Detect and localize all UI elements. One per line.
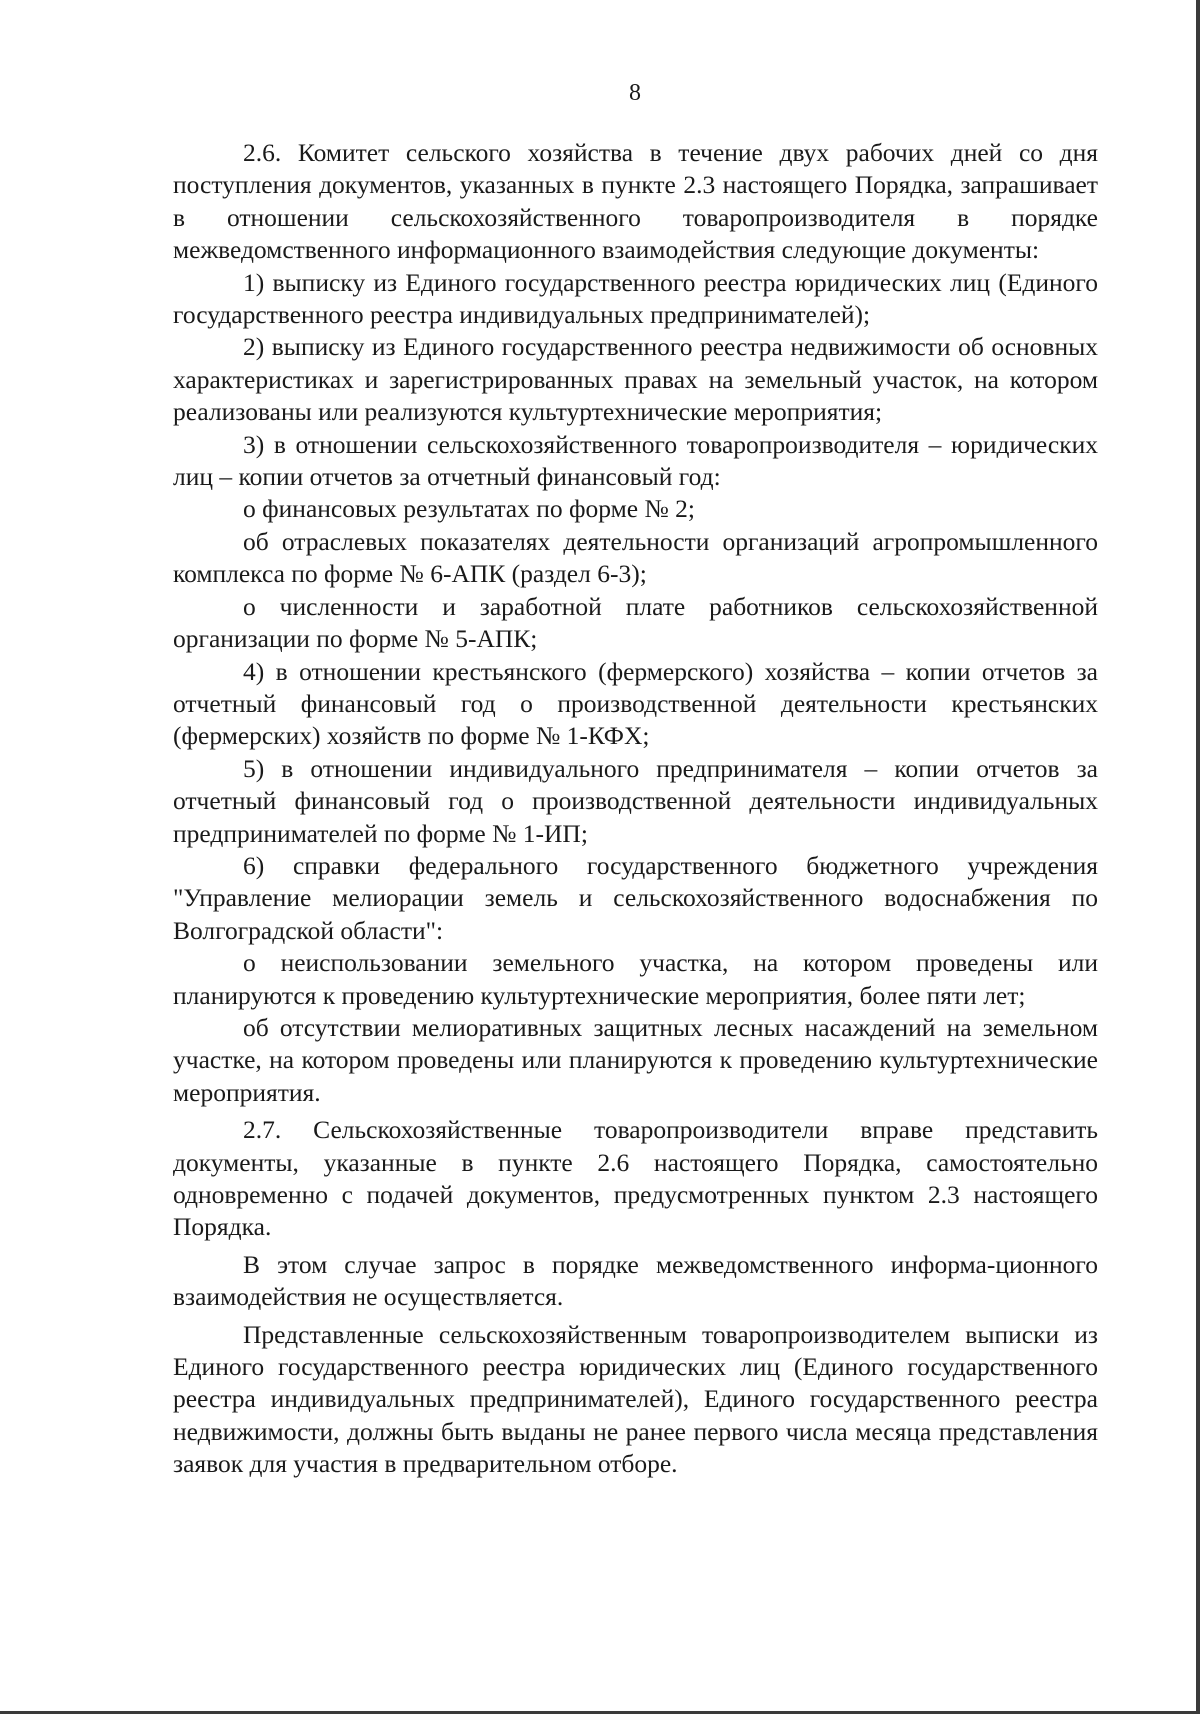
list-item-3: 3) в отношении сельскохозяйственного товаропроизводителя – юридических лиц – копии отчетов за отчетный финансовый год: bbox=[173, 429, 1098, 492]
sub-item-form-5-apk: о численности и заработной плате работников сельскохозяйственной организации по форме № 5-АПК; bbox=[173, 591, 1098, 654]
page-number: 8 bbox=[629, 80, 641, 106]
list-item-5: 5) в отношении индивидуального предпринимателя – копии отчетов за отчетный финансовый год о производственной деятельности индивидуальных предпринимателей по форме № 1-ИП; bbox=[173, 753, 1098, 848]
list-item-6: 6) справки федерального государственного бюджетного учреждения "Управление мелиорации земель и сельскохозяйственного водоснабжения по Волгоградской области": bbox=[173, 850, 1098, 945]
sub-item-no-forest: об отсутствии мелиоративных защитных лесных насаждений на земельном участке, на котором проведены или планируются к проведению культуртехнические мероприятия. bbox=[173, 1012, 1098, 1107]
list-item-2: 2) выписку из Единого государственного реестра недвижимости об основных характеристиках и зарегистрированных правах на земельный участок, на котором реализованы или реализуются культуртехнические мероприятия; bbox=[173, 332, 1098, 427]
sub-item-form-2: о финансовых результатах по форме № 2; bbox=[243, 494, 695, 524]
scan-edge-right bbox=[1196, 0, 1200, 1714]
paragraph-2-6: 2.6. Комитет сельского хозяйства в течение двух рабочих дней со дня поступления документов, указанных в пункте 2.3 настоящего Порядка, запрашивает в отношении сельскохозяйственного товаропроизводителя в порядке межведомственного информационного взаимодействия следующие документы: bbox=[173, 138, 1098, 265]
list-item-1: 1) выписку из Единого государственного реестра юридических лиц (Единого государственного реестра индивидуальных предпринимателей); bbox=[173, 267, 1098, 330]
paragraph-2-7: 2.7. Сельскохозяйственные товаропроизводители вправе представить документы, указанные в пункте 2.6 настоящего Порядка, самостоятельно одновременно с подачей документов, предусмотренных пунктом 2.3 настоящего Порядка. bbox=[173, 1115, 1098, 1242]
sub-item-form-6-apk: об отраслевых показателях деятельности организаций агропромышленного комплекса по форме № 6-АПК (раздел 6-3); bbox=[173, 526, 1098, 589]
sub-item-land-unused: о неиспользовании земельного участка, на котором проведены или планируются к проведению культуртехнические мероприятия, более пяти лет; bbox=[173, 948, 1098, 1010]
paragraph-extracts-date: Представленные сельскохозяйственным товаропроизводителем выписки из Единого государственного реестра юридических лиц (Единого государственного реестра индивидуальных предпринимателей), Единого государственного реестра недвижимости, должны быть выданы не ранее первого числа месяца представления заявок для участия в предварительном отборе. bbox=[173, 1319, 1098, 1479]
list-item-4: 4) в отношении крестьянского (фермерского) хозяйства – копии отчетов за отчетный финансовый год о производственной деятельности крестьянских (фермерских) хозяйств по форме № 1-КФХ; bbox=[173, 656, 1098, 751]
document-body bbox=[173, 137, 1098, 1481]
paragraph-no-request: В этом случае запрос в порядке межведомственного информа-ционного взаимодействия не осуществляется. bbox=[173, 1249, 1098, 1312]
